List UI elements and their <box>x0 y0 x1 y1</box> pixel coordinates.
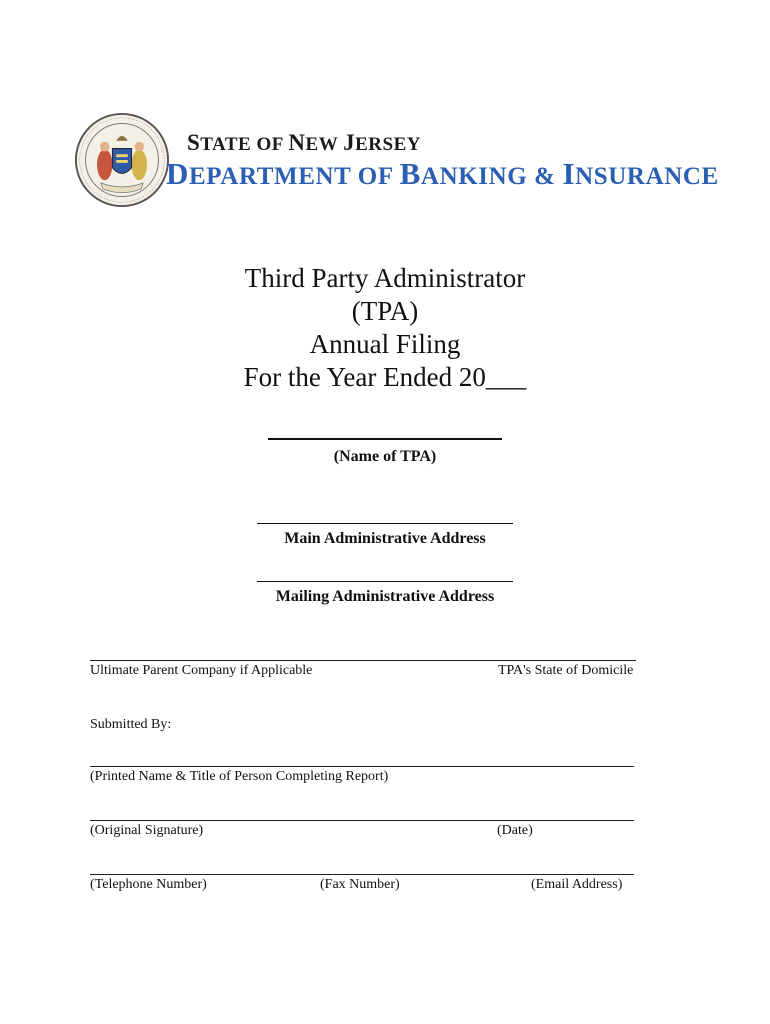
agency-name-department: DEPARTMENT OF BANKING & INSURANCE <box>166 156 719 191</box>
main-address-line[interactable] <box>257 523 513 524</box>
email-label: (Email Address) <box>531 877 623 892</box>
main-address-field <box>185 523 585 548</box>
submitted-by-label: Submitted By: <box>90 717 172 732</box>
date-label: (Date) <box>497 823 533 838</box>
title-line-4: For the Year Ended 20___ <box>243 362 527 392</box>
parent-company-line[interactable] <box>90 660 636 661</box>
title-line-2: (TPA) <box>351 296 419 326</box>
nj-state-seal-icon <box>74 112 170 208</box>
tpa-name-label: (Name of TPA) <box>333 448 437 465</box>
contact-line[interactable] <box>90 874 634 875</box>
mailing-address-field <box>185 581 585 606</box>
parent-company-label: Ultimate Parent Company if Applicable <box>90 663 313 678</box>
printed-name-label: (Printed Name & Title of Person Completing Report) <box>90 769 389 784</box>
telephone-label: (Telephone Number) <box>90 877 207 892</box>
title-line-3: Annual Filing <box>309 329 461 359</box>
fax-label: (Fax Number) <box>320 877 400 892</box>
mailing-address-label: Mailing Administrative Address <box>275 588 495 605</box>
agency-name-state: STATE OF NEW JERSEY <box>187 130 421 155</box>
title-line-1: Third Party Administrator <box>244 263 526 293</box>
tpa-name-line[interactable] <box>268 438 502 440</box>
signature-label: (Original Signature) <box>90 823 204 838</box>
main-address-label: Main Administrative Address <box>284 530 486 547</box>
signature-line[interactable] <box>90 820 634 821</box>
mailing-address-line[interactable] <box>257 581 513 582</box>
state-of-domicile-label: TPA's State of Domicile <box>498 663 634 678</box>
tpa-name-field <box>185 438 585 466</box>
printed-name-line[interactable] <box>90 766 634 767</box>
document-title <box>185 262 585 394</box>
